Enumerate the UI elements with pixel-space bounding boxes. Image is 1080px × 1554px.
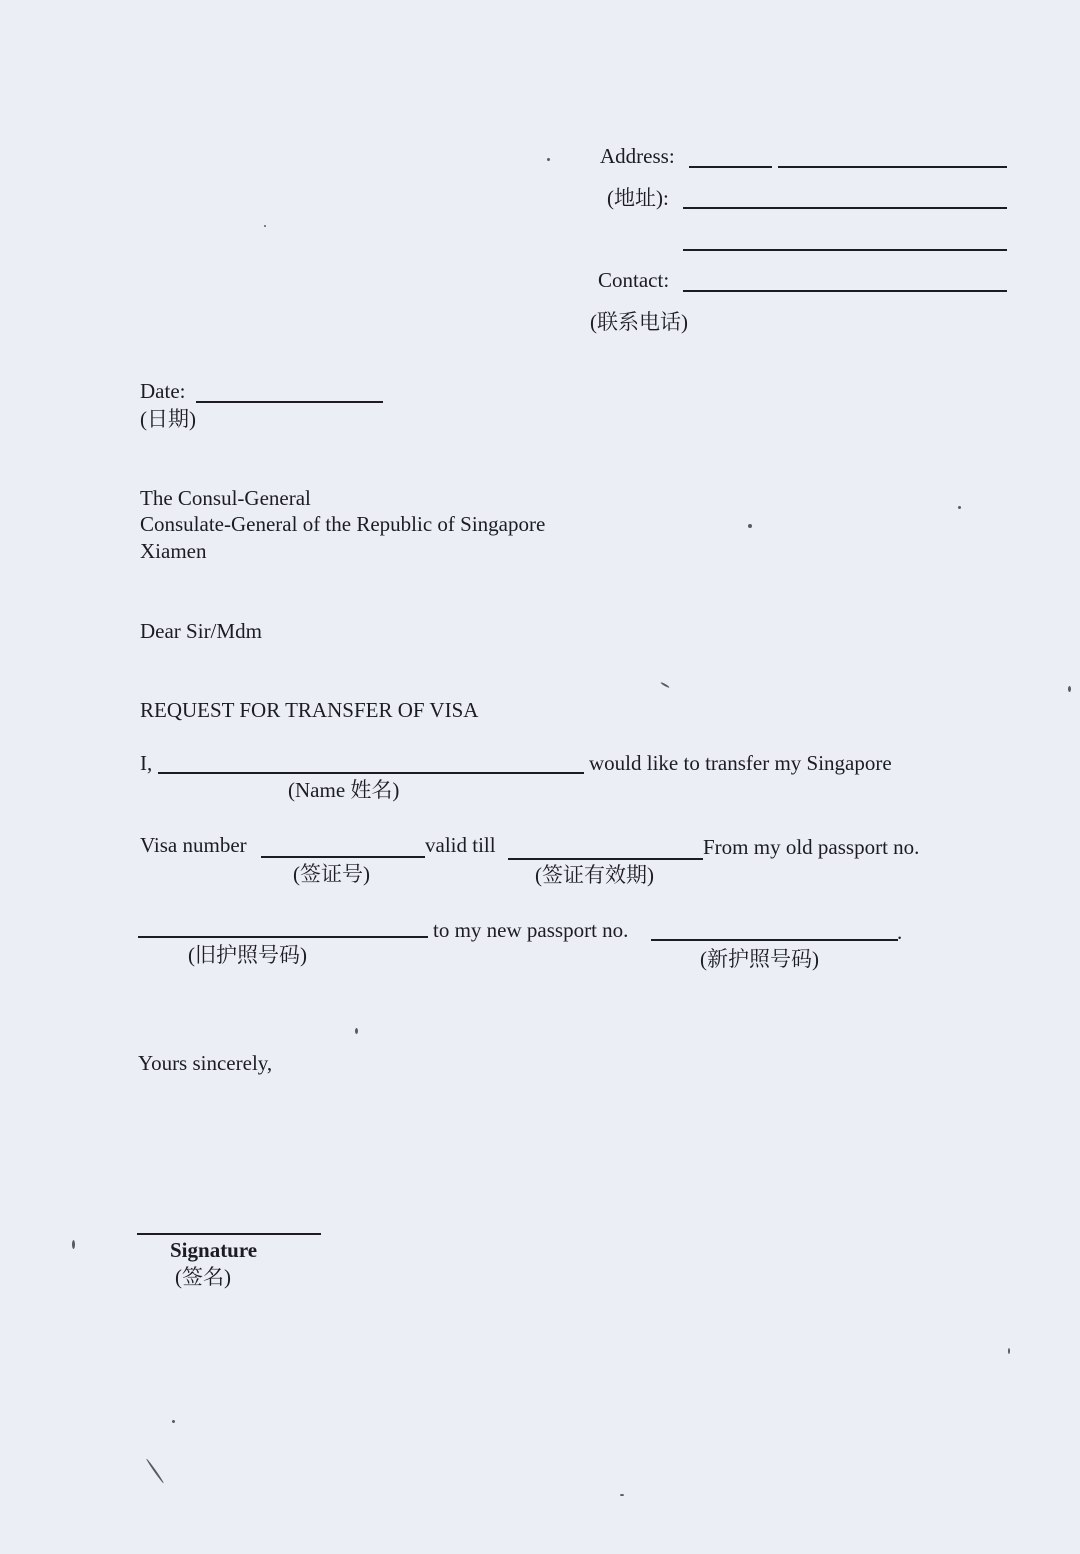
contact-field[interactable]	[683, 290, 1007, 292]
visa-number-label: Visa number	[140, 833, 247, 857]
scan-speck	[72, 1240, 75, 1249]
contact-label: Contact:	[598, 268, 670, 292]
name-cn-label: (Name 姓名)	[288, 778, 400, 802]
old-passport-cn-label: (旧护照号码)	[188, 943, 307, 967]
address-field-1a[interactable]	[689, 166, 772, 168]
closing: Yours sincerely,	[138, 1051, 273, 1075]
scan-speck	[620, 1494, 624, 1496]
scan-speck	[146, 1458, 165, 1484]
scan-speck	[264, 225, 266, 227]
salutation: Dear Sir/Mdm	[140, 619, 262, 643]
date-cn-label: (日期)	[140, 407, 196, 431]
i-label: I,	[140, 751, 153, 775]
visa-number-field[interactable]	[261, 856, 425, 858]
scan-speck	[1068, 686, 1071, 692]
address-field-3[interactable]	[683, 249, 1007, 251]
new-passport-field[interactable]	[651, 939, 898, 941]
scan-speck	[1008, 1348, 1010, 1354]
visa-number-cn-label: (签证号)	[293, 862, 370, 886]
subject-heading: REQUEST FOR TRANSFER OF VISA	[140, 698, 479, 722]
valid-till-field[interactable]	[508, 858, 703, 860]
signature-cn-label: (签名)	[175, 1265, 231, 1289]
address-field-2[interactable]	[683, 207, 1007, 209]
name-field[interactable]	[158, 772, 584, 774]
scan-speck	[172, 1420, 175, 1423]
recipient-line-2: Consulate-General of the Republic of Singapore	[140, 512, 546, 536]
new-passport-text: to my new passport no.	[433, 918, 629, 942]
transfer-text: would like to transfer my Singapore	[589, 751, 892, 775]
new-passport-cn-label: (新护照号码)	[700, 947, 819, 971]
recipient-line-1: The Consul-General	[140, 486, 311, 510]
signature-label: Signature	[170, 1238, 258, 1262]
address-cn-label: (地址):	[607, 186, 669, 210]
visa-valid-cn-label: (签证有效期)	[535, 863, 654, 887]
signature-field[interactable]	[137, 1233, 321, 1235]
scan-speck	[547, 158, 550, 161]
address-label: Address:	[600, 144, 675, 168]
scan-speck	[355, 1028, 358, 1034]
recipient-line-3: Xiamen	[140, 539, 207, 563]
period: .	[897, 920, 903, 944]
scan-speck	[660, 682, 670, 689]
contact-cn-label: (联系电话)	[590, 310, 688, 334]
old-passport-text: From my old passport no.	[703, 835, 920, 859]
date-field[interactable]	[196, 401, 383, 403]
date-label: Date:	[140, 379, 186, 403]
address-field-1b[interactable]	[778, 166, 1007, 168]
valid-till-label: valid till	[425, 833, 496, 857]
scan-speck	[958, 506, 961, 509]
old-passport-field[interactable]	[138, 936, 428, 938]
scan-speck	[748, 524, 752, 528]
